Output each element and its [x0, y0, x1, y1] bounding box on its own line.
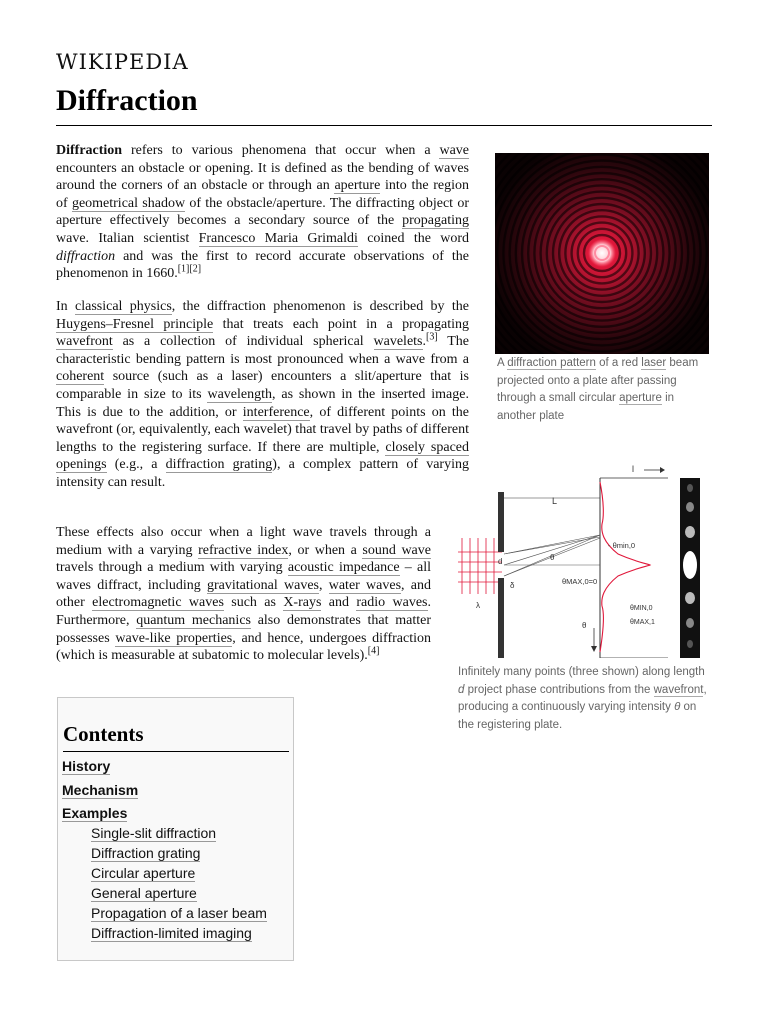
- text: . Furthermore,: [56, 595, 431, 628]
- text: ,: [319, 577, 329, 593]
- link-caption-aperture[interactable]: aperture: [619, 392, 662, 404]
- link-wave[interactable]: wave: [439, 143, 469, 158]
- text: , or when a: [288, 542, 363, 558]
- link-caption-wavefront[interactable]: wavefront: [653, 683, 704, 696]
- emphasis-d: d: [458, 683, 465, 696]
- text: on the registering plate.: [458, 701, 697, 731]
- text: refers to various phenomena that occur when a: [122, 143, 440, 158]
- text: beam projected onto a plate after passing through a small circular: [497, 357, 699, 404]
- slit-diagram[interactable]: [458, 462, 710, 658]
- table-of-contents: [57, 697, 294, 961]
- link-classical-physics[interactable]: classical physics: [75, 299, 172, 314]
- text: These effects also occur when a light wave travels through a medium with a varying: [56, 525, 431, 558]
- page-title: Diffraction: [56, 84, 198, 117]
- text: that treats each point in a propagating: [213, 316, 469, 332]
- toc-item-mechanism[interactable]: [62, 782, 138, 798]
- text: travels through a medium with varying: [56, 560, 288, 576]
- label-theta-axis: θ: [582, 621, 587, 630]
- toc-item-examples[interactable]: [62, 805, 127, 821]
- link-laser[interactable]: laser: [641, 357, 667, 369]
- toc-item-single-slit[interactable]: [91, 825, 216, 841]
- link-gravitational-waves[interactable]: gravitational waves: [207, 577, 319, 593]
- toc-link[interactable]: General aperture: [91, 885, 197, 901]
- link-diffraction-pattern[interactable]: diffraction pattern: [507, 357, 596, 369]
- label-l: l: [632, 464, 634, 474]
- text: source (such as a laser) encounters a slit/aperture that is comparable in size to its: [56, 369, 469, 402]
- slit-wall-top: [498, 492, 504, 552]
- citation-3[interactable]: [3]: [426, 331, 438, 343]
- link-water-waves[interactable]: water waves: [328, 577, 402, 593]
- label-lambda: λ: [476, 601, 480, 610]
- text: A: [497, 357, 508, 369]
- emphasis-theta: θ: [674, 701, 681, 713]
- toc-divider: [63, 751, 289, 752]
- text: Infinitely many points (three shown) along length: [458, 666, 705, 678]
- arrow-theta-head: [591, 646, 597, 652]
- text: coined the word: [357, 230, 469, 246]
- link-wavelets[interactable]: wavelets: [373, 334, 423, 350]
- text: , and hence, undergoes diffraction (which is measurable at subatomic to molecular levels).: [56, 630, 431, 664]
- text: – all waves diffract, including: [56, 560, 432, 593]
- link-x-rays[interactable]: X-rays: [283, 595, 322, 611]
- toc-item-circular-aperture[interactable]: [91, 865, 195, 881]
- text: project phase contributions from the: [464, 683, 654, 696]
- link-huygens-fresnel[interactable]: Huygens–Fresnel principle: [56, 316, 214, 332]
- toc-link[interactable]: Circular aperture: [91, 865, 196, 881]
- text: in another plate: [497, 392, 675, 422]
- label-delta: δ: [510, 581, 515, 590]
- toc-item-history[interactable]: [62, 758, 110, 774]
- text: wave. Italian scientist: [56, 230, 199, 246]
- toc-item-laser-beam[interactable]: [91, 905, 267, 921]
- intensity-curve: [600, 482, 650, 652]
- link-grimaldi[interactable]: Francesco Maria Grimaldi: [198, 230, 358, 246]
- text: as a collection of individual spherical: [112, 334, 374, 350]
- label-theta-min0: - θmin,0: [608, 541, 636, 550]
- citation-2[interactable]: [2]: [189, 263, 202, 275]
- paragraph-media: [56, 524, 431, 665]
- toc-item-general-aperture[interactable]: [91, 885, 197, 901]
- text: In: [56, 299, 76, 314]
- toc-link[interactable]: Mechanism: [62, 782, 139, 798]
- text: , as shown in the inserted image. This is due to the addition, or: [56, 386, 469, 420]
- paragraph-mechanism: [56, 298, 469, 492]
- text: , of different points on the wavefront (or, equivalently, each wavelet) that travel by paths of different lengths to the registering surface. If there are multiple,: [56, 404, 470, 455]
- text: The characteristic bending pattern is most pronounced when a wave from a: [56, 334, 469, 367]
- text: .: [422, 334, 426, 350]
- slit-diagram-svg: [458, 462, 710, 658]
- toc-link[interactable]: History: [62, 758, 111, 774]
- text: , producing a continuously varying intensity: [458, 683, 707, 713]
- toc-link[interactable]: Diffraction grating: [91, 845, 201, 861]
- link-electromagnetic-waves[interactable]: electromagnetic waves: [92, 595, 224, 611]
- toc-link[interactable]: Propagation of a laser beam: [91, 905, 267, 921]
- text: , and other: [56, 577, 431, 611]
- toc-item-grating[interactable]: [91, 845, 200, 861]
- link-propagating[interactable]: propagating: [402, 213, 469, 229]
- bold-term: Diffraction: [56, 143, 123, 158]
- emphasis: diffraction: [56, 248, 116, 264]
- photo-caption: [497, 355, 709, 425]
- arrow-l-head: [660, 467, 665, 473]
- toc-link[interactable]: Single-slit diffraction: [91, 825, 217, 841]
- link-refractive-index[interactable]: refractive index: [198, 542, 289, 558]
- link-coherent[interactable]: coherent: [56, 369, 105, 385]
- paragraph-intro: [56, 142, 469, 283]
- toc-title: Contents: [63, 722, 144, 746]
- link-sound-wave[interactable]: sound wave: [362, 542, 431, 558]
- text: into the region of: [56, 178, 469, 211]
- toc-link[interactable]: Diffraction-limited imaging: [91, 925, 252, 941]
- toc-link[interactable]: Examples: [62, 805, 128, 821]
- link-aperture[interactable]: aperture: [334, 178, 381, 194]
- citation-4[interactable]: [4]: [367, 645, 380, 657]
- incident-wavefronts: [458, 538, 502, 594]
- link-closely-spaced-openings[interactable]: closely spaced openings: [56, 439, 469, 473]
- text: and: [321, 595, 357, 611]
- wikipedia-logo[interactable]: WIKIPEDIA: [56, 50, 189, 74]
- text: encounters an obstacle or opening. It is defined as the bending of waves around the corners of an obstacle or through an: [56, 160, 469, 194]
- link-geometrical-shadow[interactable]: geometrical shadow: [71, 195, 186, 211]
- airy-pattern-image: [495, 153, 709, 354]
- link-wave-like-properties[interactable]: wave-like properties: [115, 630, 233, 646]
- link-acoustic-impedance[interactable]: acoustic impedance: [287, 560, 400, 576]
- text: ), a complex pattern of varying intensity can result.: [56, 457, 469, 490]
- toc-item-diffraction-limited[interactable]: [91, 925, 252, 941]
- text: of a red: [595, 357, 642, 369]
- diffraction-pattern-photo[interactable]: [495, 153, 709, 354]
- link-quantum-mechanics[interactable]: quantum mechanics: [136, 612, 251, 628]
- text: (e.g., a: [106, 457, 166, 473]
- text: and was the first to record accurate observations of the phenomenon in 1660.: [56, 248, 469, 282]
- label-theta-min0-b: θMIN,0: [630, 605, 653, 612]
- text: of the obstacle/aperture. The diffracting object or aperture effectively becomes a secondary source of the: [56, 195, 470, 229]
- diagram-caption: [458, 664, 710, 734]
- link-diffraction-grating[interactable]: diffraction grating: [165, 457, 273, 473]
- text: such as: [223, 595, 284, 611]
- link-wavefront[interactable]: wavefront: [56, 334, 113, 350]
- label-theta-max1: θMAX,1: [630, 619, 655, 626]
- label-theta-small: θ: [550, 553, 555, 562]
- citation-1[interactable]: [1]: [177, 263, 190, 275]
- text: also demonstrates that matter possesses: [56, 612, 432, 646]
- label-d: d: [498, 557, 503, 566]
- link-interference[interactable]: interference: [242, 404, 310, 420]
- label-L: L: [552, 496, 558, 506]
- slit-wall-bottom: [498, 578, 504, 658]
- title-divider: [56, 125, 712, 126]
- link-wavelength[interactable]: wavelength: [207, 386, 272, 402]
- label-theta-max0: θMAX,0=0: [562, 577, 598, 586]
- text: , the diffraction phenomenon is described by the: [171, 299, 469, 314]
- link-radio-waves[interactable]: radio waves: [356, 595, 428, 611]
